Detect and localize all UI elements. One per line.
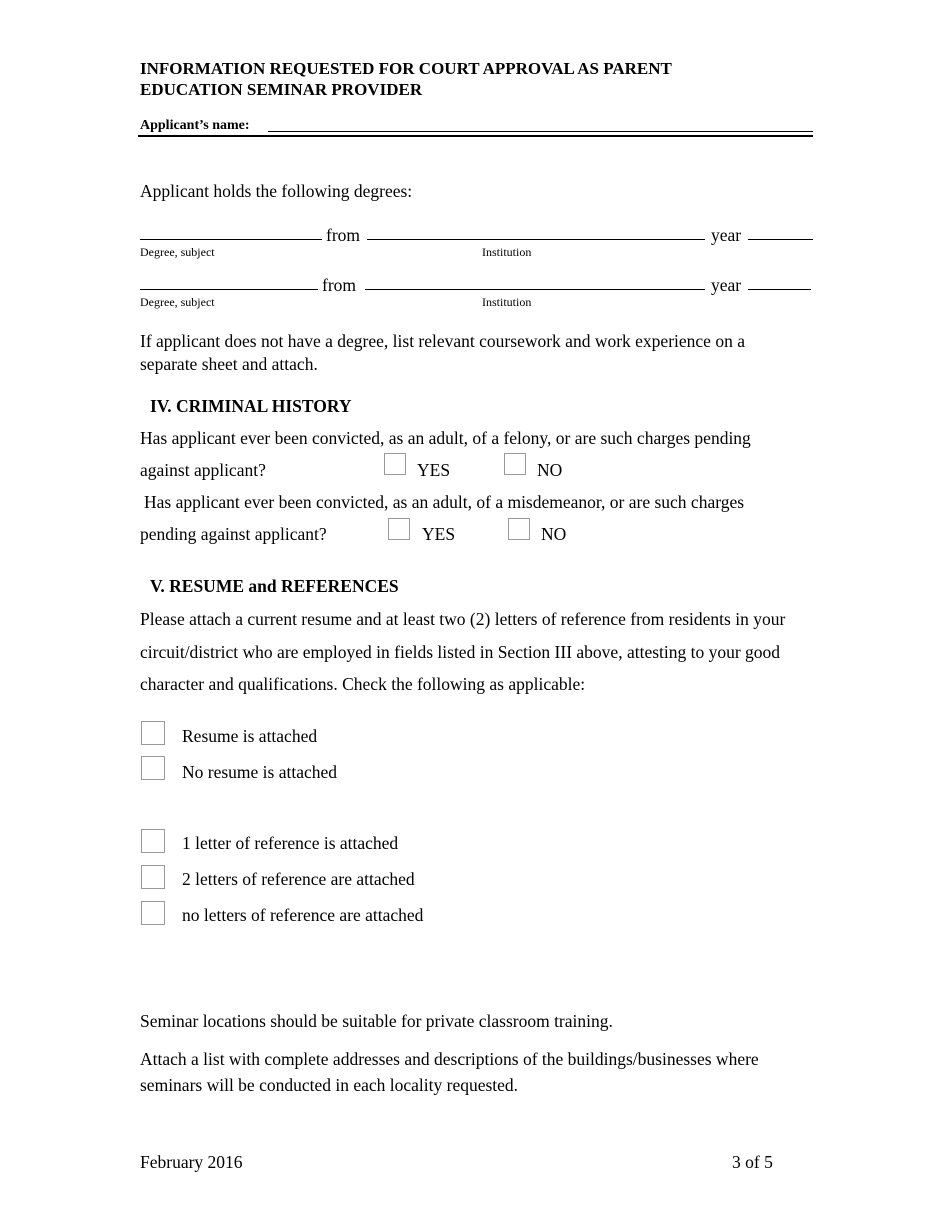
resume-attached-checkbox[interactable]	[141, 721, 165, 745]
one-reference-label: 1 letter of reference is attached	[182, 833, 399, 853]
form-title-line-2: EDUCATION SEMINAR PROVIDER	[140, 80, 423, 99]
one-reference-checkbox[interactable]	[141, 829, 165, 853]
resume-attached-label: Resume is attached	[182, 726, 318, 746]
felony-no-label: NO	[537, 460, 563, 480]
misdemeanor-yes-label: YES	[422, 524, 456, 544]
degree-from-label-1: from	[326, 225, 361, 245]
degrees-intro: Applicant holds the following degrees:	[140, 181, 413, 201]
no-references-label: no letters of reference are attached	[182, 905, 424, 925]
form-title	[140, 58, 672, 100]
footer-date: February 2016	[140, 1152, 243, 1172]
two-references-checkbox[interactable]	[141, 865, 165, 889]
felony-no-checkbox[interactable]	[504, 453, 526, 475]
year-field-1[interactable]	[748, 239, 813, 240]
misdemeanor-yes-checkbox[interactable]	[388, 518, 410, 540]
applicant-name-field[interactable]	[268, 131, 813, 132]
no-references-checkbox[interactable]	[141, 901, 165, 925]
misdemeanor-no-checkbox[interactable]	[508, 518, 530, 540]
misdemeanor-question-line-2: pending against applicant?	[140, 524, 327, 544]
felony-yes-label: YES	[417, 460, 451, 480]
resume-heading: V. RESUME and REFERENCES	[150, 576, 399, 596]
form-title-line-1: INFORMATION REQUESTED FOR COURT APPROVAL AS PARENT	[140, 59, 672, 78]
misdemeanor-question-line-1: Has applicant ever been convicted, as an adult, of a misdemeanor, or are such charges	[144, 492, 745, 512]
no-degree-note: If applicant does not have a degree, list relevant coursework and work experience on a separate sheet and attach.	[140, 331, 745, 374]
applicant-name-label: Applicant’s name:	[140, 118, 250, 133]
institution-caption-1: Institution	[482, 245, 532, 259]
no-resume-label: No resume is attached	[182, 762, 338, 782]
degree-subject-field-2[interactable]	[140, 289, 318, 290]
degree-caption-2: Degree, subject	[140, 295, 215, 309]
degree-year-label-1: year	[711, 225, 742, 245]
degree-caption-1: Degree, subject	[140, 245, 215, 259]
header-divider	[138, 135, 813, 137]
institution-caption-2: Institution	[482, 295, 532, 309]
year-field-2[interactable]	[748, 289, 811, 290]
felony-question-line-2: against applicant?	[140, 460, 266, 480]
misdemeanor-no-label: NO	[541, 524, 567, 544]
footer-page-number: 3 of 5	[732, 1152, 773, 1172]
institution-field-1[interactable]	[367, 239, 705, 240]
locations-note: Seminar locations should be suitable for private classroom training.	[140, 1011, 613, 1031]
felony-yes-checkbox[interactable]	[384, 453, 406, 475]
felony-question-line-1: Has applicant ever been convicted, as an adult, of a felony, or are such charges pending	[140, 428, 751, 448]
no-resume-checkbox[interactable]	[141, 756, 165, 780]
locations-attach-note: Attach a list with complete addresses and descriptions of the buildings/businesses where seminars will be conducted in each locality requested.	[140, 1049, 759, 1095]
degree-year-label-2: year	[711, 275, 742, 295]
criminal-history-heading: IV. CRIMINAL HISTORY	[150, 396, 352, 416]
resume-instructions: Please attach a current resume and at least two (2) letters of reference from residents in your circuit/district who are employed in fields listed in Section III above, attesting to your good character and qualifications. Check the following as applicable:	[140, 609, 786, 694]
degree-subject-field-1[interactable]	[140, 239, 322, 240]
degree-from-label-2: from	[322, 275, 357, 295]
two-references-label: 2 letters of reference are attached	[182, 869, 415, 889]
institution-field-2[interactable]	[365, 289, 705, 290]
